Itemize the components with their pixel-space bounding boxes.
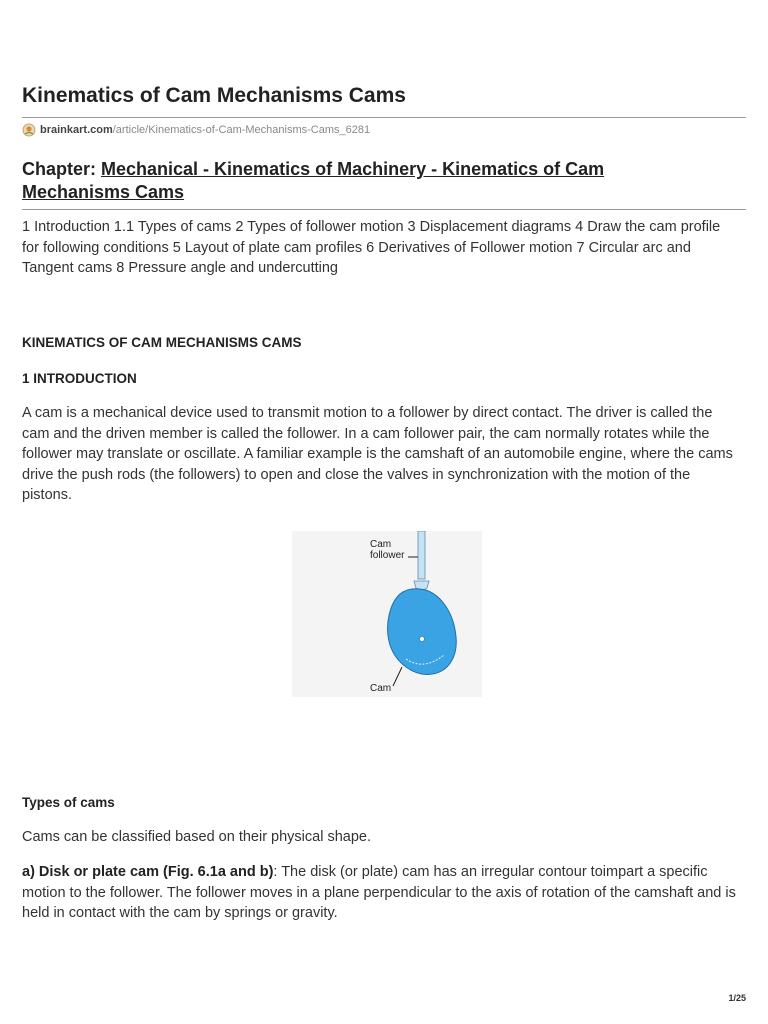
types-heading: Types of cams xyxy=(22,795,115,810)
cam-body xyxy=(388,589,457,675)
source-link[interactable] xyxy=(22,123,370,137)
chapter-divider xyxy=(22,209,746,210)
types-intro: Cams can be classified based on their physical shape. xyxy=(22,829,371,845)
cam-shaft-center xyxy=(420,637,425,642)
chapter-link[interactable]: Mechanical - Kinematics of Machinery - Kinematics of Cam Mechanisms Cams xyxy=(22,159,605,202)
page-title: Kinematics of Cam Mechanisms Cams xyxy=(22,84,406,107)
cam-leader-line xyxy=(393,667,402,686)
intro-paragraph: A cam is a mechanical device used to transmit motion to a follower by direct contact. The driver is called the cam and the driven member is called the follower. In a cam follower pair, the cam normally rotates while the follower may translate or oscillate. A familiar example is the camshaft of an automobile engine, where the cams drive the push rods (the followers) to open and close the valves in synchronization with the motion of the pistons. xyxy=(22,405,733,503)
chapter-line xyxy=(22,158,702,204)
source-domain: brainkart.com xyxy=(40,124,113,136)
disk-cam-paragraph xyxy=(22,862,737,924)
table-of-contents: 1 Introduction 1.1 Types of cams 2 Types of follower motion 3 Displacement diagrams 4 Draw the cam profile for following conditions 5 Layout of plate cam profiles 6 Derivatives of Follower motion 7 Circular arc and Tangent cams 8 Pressure angle and undercutting xyxy=(22,219,721,276)
intro-heading: 1 INTRODUCTION xyxy=(22,371,137,386)
follower-label-line2: follower xyxy=(370,550,405,561)
disk-cam-text: : The disk (or plate) cam has an irregular contour toimpart a specific motion to the follower. The follower moves in a plane perpendicular to the axis of rotation of the camshaft and is held in contact with the cam by springs or gravity. xyxy=(22,864,736,921)
section-heading: KINEMATICS OF CAM MECHANISMS CAMS xyxy=(22,335,302,350)
cam-follower-figure xyxy=(292,531,482,697)
source-path: /article/Kinematics-of-Cam-Mechanisms-Cams_6281 xyxy=(112,124,371,136)
cam-label: Cam xyxy=(370,683,392,694)
chapter-prefix: Chapter: xyxy=(22,159,102,179)
brainkart-logo-icon xyxy=(22,123,36,137)
follower-label-line1: Cam xyxy=(370,539,392,550)
page-indicator: 1/25 xyxy=(728,993,746,1003)
follower-rod xyxy=(418,531,425,579)
title-divider xyxy=(22,117,746,118)
disk-cam-label: a) Disk or plate cam (Fig. 6.1a and b) xyxy=(22,864,274,880)
